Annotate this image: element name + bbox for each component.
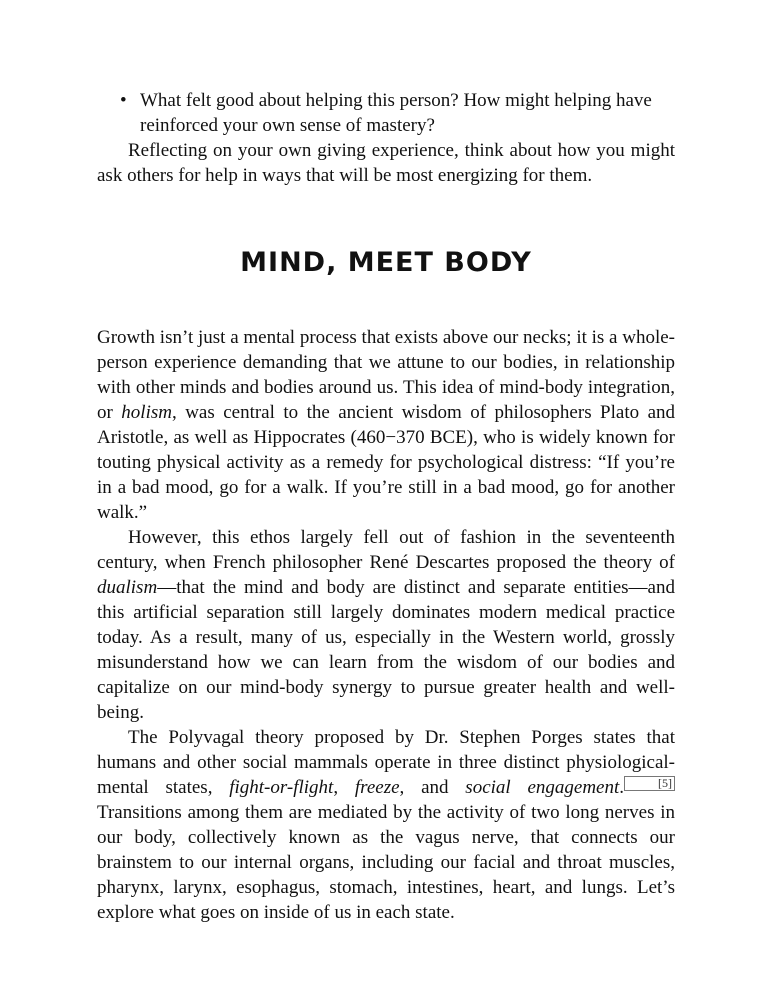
- text-run: —that the mind and body are distinct and separate entities—and this artificial separation still largely dominates modern medical practice today. As a result, many of us, especially in the Western world, grossly misunderstand how we can learn from the wisdom of our bodies and capitalize on our mind-body synergy to pursue greater health and well-being.: [97, 577, 675, 723]
- page-content: [97, 88, 675, 925]
- section-heading: MIND, MEET BODY: [240, 247, 532, 278]
- paragraph-dualism: [97, 525, 675, 725]
- italic-term-fight-or-flight: fight-or-flight: [229, 777, 334, 798]
- text-run: , was central to the ancient wisdom of philosophers Plato and Aristotle, as well as Hippocrates (460−370 BCE), who is widely known for touting physical activity as a remedy for psychological distress: “If you’re in a bad mood, go for a walk. If you’re still in a bad mood, go for another walk.”: [97, 402, 675, 523]
- list-item: [97, 88, 675, 138]
- paragraph-holism: [97, 325, 675, 525]
- text-run: However, this ethos largely fell out of fashion in the seventeenth century, when French philosopher René Descartes proposed the theory of: [97, 527, 675, 573]
- bullet-list: [97, 88, 675, 138]
- intro-paragraph: Reflecting on your own giving experience, think about how you might ask others for help in ways that will be most energizing for them.: [97, 140, 675, 186]
- text-run: Growth isn’t just a mental process that exists above our necks; it is a whole-person experience demanding that we attune to our bodies, in relationship with other minds and bodies around us. This idea of mind-body integration, or: [97, 327, 675, 423]
- paragraph-polyvagal: [97, 725, 675, 925]
- italic-term-dualism: dualism: [97, 577, 158, 598]
- text-run: .: [619, 777, 625, 798]
- italic-term-holism: holism: [121, 402, 172, 423]
- italic-term-social-engagement: social engagement: [465, 777, 620, 798]
- footnote-link[interactable]: [5]: [624, 776, 675, 791]
- text-run: Transitions among them are mediated by the activity of two long nerves in our body, collectively known as the vagus nerve, that connects our brainstem to our internal organs, including our facial and throat muscles, pharynx, larynx, esophagus, stomach, intestines, heart, and lungs. Let’s explore what goes on inside of us in each state.: [97, 802, 675, 923]
- text-run: ,: [333, 777, 355, 798]
- bullet-icon: •: [120, 90, 127, 111]
- italic-term-freeze: freeze: [354, 777, 400, 798]
- text-run: The Polyvagal theory proposed by Dr. Stephen Porges states that humans and other social mammals operate in three distinct physiological-mental states,: [97, 727, 675, 798]
- text-run: , and: [399, 777, 466, 798]
- bullet-text: What felt good about helping this person? How might helping have reinforced your own sense of mastery?: [140, 90, 652, 136]
